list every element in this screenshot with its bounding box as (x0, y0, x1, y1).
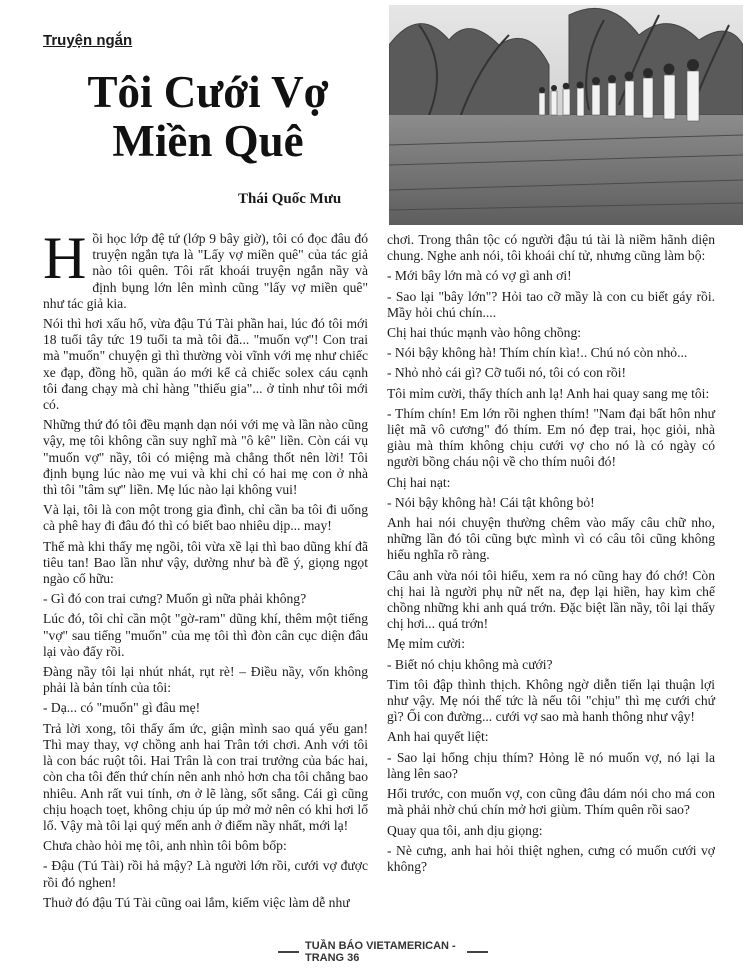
paragraph: Anh hai quyết liệt: (387, 729, 489, 745)
paragraph: - Mới bây lớn mà có vợ gì anh ơi! (387, 268, 572, 284)
paragraph: Thế mà khi thấy mẹ ngồi, tôi vừa xề lại thì bao dũng khí đã tiêu tan! Bao lần như vậy, dường như bà đề ý, giọng ngọt ngào cố hữu: (43, 538, 368, 587)
article-column-right (387, 232, 715, 879)
wedding-procession-photo (389, 5, 743, 225)
paragraph: - Nè cưng, anh hai hỏi thiệt nghen, cưng có muốn cưới vợ không? (387, 842, 715, 874)
title-line-1: Tôi Cưới Vợ (87, 67, 329, 117)
paragraph: - Nhỏ nhỏ cái gì? Cỡ tuổi nó, tôi có con rồi! (387, 365, 626, 381)
author-byline: Thái Quốc Mưu (238, 191, 342, 207)
paragraph: - Dạ... có "muốn" gì đâu mẹ! (43, 700, 201, 716)
paragraph: Đàng nầy tôi lại nhút nhát, rụt rè! – Điều nầy, vốn không phải là bản tính của tôi: (43, 664, 368, 696)
paragraph (43, 225, 368, 312)
paragraph: Chưa chào hỏi mẹ tôi, anh nhìn tôi bôm bốp: (43, 838, 287, 854)
paragraph: Câu anh vừa nói tôi hiểu, xem ra nó cũng hay đó chớ! Còn chị hai là người phụ nữ nết na, đẹp lại hiền, hay kìm chế chồng những khi anh quá trớn. Đặc biệt lần nầy, tôi lại thấy chị hơi... quá trớn! (387, 567, 715, 632)
drop-cap: H (43, 225, 87, 291)
paragraph: - Nói bậy không hà! Cái tật không bỏ! (387, 494, 595, 510)
paragraph: Anh hai nói chuyện thường chêm vào mấy câu chữ nho, những lần đó tôi cũng bực mình vì có câu tôi cũng không hiểu nghĩa rõ ràng. (387, 515, 715, 563)
paragraph: - Biết nó chịu không mà cưới? (387, 656, 553, 672)
article-title (58, 68, 358, 166)
paragraph: Thuở đó đậu Tú Tài cũng oai lắm, kiếm việc làm dễ như (43, 894, 350, 910)
paragraph: Nói thì hơi xấu hổ, vừa đậu Tú Tài phần hai, lúc đó tôi mới 18 tuổi tây tức 19 tuổi ta mà tôi đã... "muốn vợ"! Con trai mà "muốn" chuyện gì thì thường vòi vĩnh với mẹ như chiếc xe đạp, đồng hồ, quần áo mới kể cả chiếc solex cáu cạnh tôi đang chạy mà chỉ hàng "thiếu gia"... ở tỉnh như tôi mới có. (43, 316, 368, 413)
paragraph: - Sao lại hổng chịu thím? Hỏng lẽ nó muốn vợ, nó lại la làng lên sao? (387, 749, 715, 781)
paragraph: Trả lời xong, tôi thấy ấm ức, giận mình sao quá yếu gan! Thì may thay, vợ chồng anh hai Trân tới chơi. Anh với tôi là con bác ruột tôi. Hai Trân là con trai trưởng của bác hai, còn cha tôi đến thứ chín nên anh nhỏ hơn cha tôi chẳng bao nhiêu. Anh rất vui tính, ơn ở lẽ làng, sốt sắng. Cái gì cũng chịu hoạch toẹt, không chịu úp úp mở mở nên có khi hơi lố lố. Vậy mà tôi lại quý mến anh ở điểm nầy nhất, mới lạ! (43, 720, 368, 833)
paragraph: Hổi trước, con muốn vợ, con cũng đâu dám nói cho má con mà phải nhờ chú chín mở hơi giùm. Thím quên rồi sao? (387, 786, 715, 818)
paragraph: Tôi mỉm cười, thấy thích anh lạ! Anh hai quay sang mẹ tôi: (387, 385, 710, 401)
paragraph: - Nói bậy không hà! Thím chín kìa!.. Chú nó còn nhỏ... (387, 345, 688, 361)
title-line-2: Miền Quê (112, 116, 304, 166)
footer-rule-left (278, 951, 299, 953)
paragraph: - Gì đó con trai cưng? Muốn gì nữa phải không? (43, 591, 307, 607)
article-column-left (43, 225, 368, 915)
paragraph: Mẹ mỉm cười: (387, 636, 465, 652)
paragraph: Chị hai thúc mạnh vào hông chồng: (387, 325, 582, 341)
paragraph: - Thím chín! Em lớn rồi nghen thím! "Nam đại bất hôn như liệt mã vô cương" đó thím. Em nó đẹp trai, học giỏi, nhà giàu mà thím không chịu cưới vợ cho nó là có ngày có người bồng cháu nội về cho thím nuôi đó! (387, 405, 715, 470)
paragraph: - Đậu (Tú Tài) rồi hả mậy? Là người lớn rồi, cưới vợ được rồi đó nghen! (43, 858, 368, 890)
paragraph: Tim tôi đập thình thịch. Không ngờ diễn tiến lại thuận lợi như vậy. Mẹ nói thế tức là nếu tôi "chịu" thì mẹ cưới chứ gì? Ối con đường... cưới vợ sao mà hanh thông như vậy! (387, 676, 715, 725)
footer-rule-right (467, 951, 488, 953)
page-footer (278, 940, 488, 964)
paragraph: Và lại, tôi là con một trong gia đình, chỉ cần ba tôi đi uống cà phê hay đi đâu đó thì có biết bao nhiêu dịp... may! (43, 502, 368, 534)
paragraph: chơi. Trong thân tộc có người đậu tú tài là niềm hãnh diện chung. Nghe anh nói, tôi khoái chí tử, nhưng cũng làm bộ: (387, 232, 715, 264)
photo-illustration (389, 5, 743, 225)
paragraph: Lúc đó, tôi chỉ cần một "gờ-ram" dũng khí, thêm một tiếng "vợ" sau tiếng "muốn" của mẹ tôi thì đòn cân cục diện đâu lại vào đấy rồi. (43, 611, 368, 659)
section-label: Truyện ngắn (43, 32, 133, 49)
paragraph-text: ồi học lớp đệ tứ (lớp 9 bây giờ), tôi có đọc đâu đó truyện ngắn tựa là "Lấy vợ miền quê" của tác giả nào tôi quên. Tôi rất khoái truyện ngắn nầy và định bụng lớn lên mình cũng "lấy vợ miền quê" như tác giả kia. (43, 231, 368, 311)
footer-text: TUẦN BÁO VIETAMERICAN - TRANG 36 (304, 940, 456, 964)
paragraph: Những thứ đó tôi đều mạnh dạn nói với mẹ và lần nào cũng vậy, mẹ tôi không cần suy nghĩ mà "ô kê" liền. Còn cái vụ "muốn vợ" nầy, tôi có miệng mà chẳng thốt nên lời! Tôi định bụng lúc nào mẹ vui và khi chỉ có hai mẹ con ở nhà thì tôi "tâm sự" liền. Mẹ lúc nào lại không vui! (43, 417, 368, 498)
paragraph: Quay qua tôi, anh dịu giọng: (387, 822, 543, 838)
paragraph: - Sao lại "bây lớn"? Hỏi tao cỡ mầy là con cu biết gáy rồi. Mầy hỏi chú chín.... (387, 288, 715, 320)
paragraph: Chị hai nạt: (387, 474, 451, 490)
